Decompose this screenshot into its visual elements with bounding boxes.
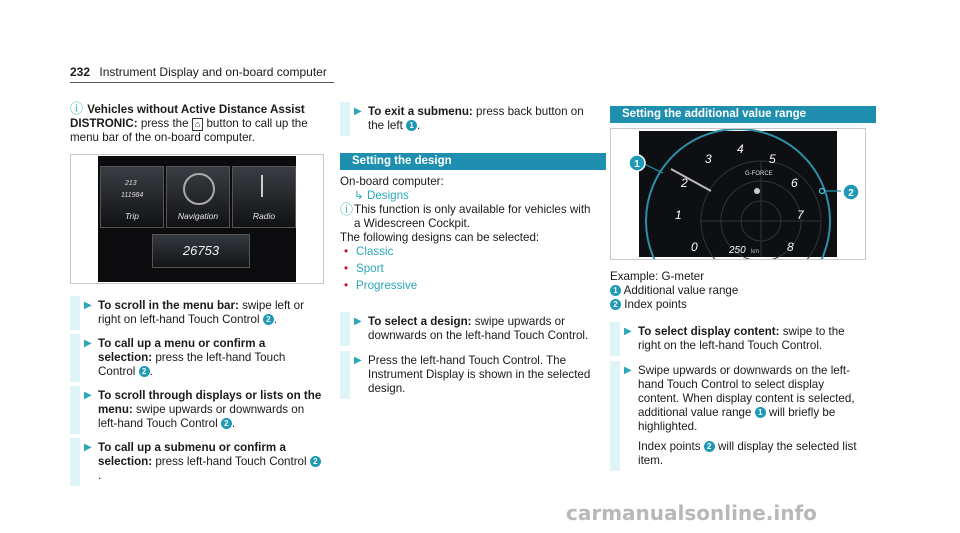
index-note-text: Index points: [638, 440, 701, 453]
note-text-2: button to call up the menu bar of the on-board computer.: [70, 117, 308, 144]
compass-icon: [183, 173, 215, 205]
step-end: .: [98, 469, 102, 482]
ref-marker: 1: [610, 285, 621, 296]
tile-label-navigation: Navigation: [177, 211, 219, 221]
ref-marker: 2: [310, 456, 321, 467]
step-end: .: [149, 365, 153, 378]
gauge-number: 1: [675, 208, 682, 222]
design-item: [340, 245, 594, 259]
step-bold: To select display content:: [638, 325, 780, 338]
step-bold: To exit a submenu:: [368, 105, 473, 118]
ref-marker: 1: [406, 120, 417, 131]
distronic-note: [70, 102, 322, 145]
speed-unit: km: [751, 249, 759, 255]
radio-icon: [261, 175, 263, 197]
watermark: carmanualsonline.info: [566, 501, 817, 525]
step-end: .: [273, 313, 278, 326]
gauge-number: 2: [681, 176, 688, 190]
legend-item: [610, 284, 864, 298]
gauge-number: 7: [797, 208, 804, 222]
ref-marker: 2: [704, 441, 715, 452]
g-meter-image: [610, 128, 866, 260]
design-item-label: Progressive: [356, 279, 418, 292]
design-item-label: Sport: [356, 262, 384, 275]
gauge-number: 4: [737, 142, 744, 156]
trip-value-1: 213: [125, 180, 137, 187]
page-header: [70, 65, 327, 79]
ref-marker: 2: [221, 418, 232, 429]
arrow-icon: ▶: [354, 316, 362, 327]
callout-number: 1: [634, 159, 640, 170]
bullet-icon: •: [344, 262, 349, 275]
step-scroll-menu-bar: [70, 296, 322, 330]
index-note: [638, 440, 864, 468]
arrow-icon: ▶: [84, 338, 92, 349]
radio-tile: [232, 166, 296, 228]
ref-marker: 2: [610, 299, 621, 310]
info-icon: ⓘ: [340, 202, 354, 217]
menu-bar-image: [70, 154, 324, 284]
step-scroll-displays: [70, 386, 322, 434]
section-title-value-range: Setting the additional value range: [610, 106, 876, 123]
gauge-number: 8: [787, 240, 794, 254]
step-press-touch-control: [340, 351, 594, 399]
g-meter-svg: [611, 129, 865, 259]
arrow-icon: ▶: [84, 390, 92, 401]
gauge-number: 6: [791, 176, 798, 190]
step-end: .: [231, 417, 236, 430]
step-swipe-select: [610, 361, 864, 471]
legend-text: Additional value range: [623, 284, 739, 297]
step-call-menu: [70, 334, 322, 382]
legend-item: [610, 298, 864, 312]
step-exit-submenu: [340, 102, 594, 136]
info-note: [340, 203, 594, 231]
g-force-dot: [754, 188, 760, 194]
index-note-text: will display the selected list item.: [638, 440, 857, 467]
trip-value-2: 111984: [121, 192, 144, 199]
step-text: Swipe upwards or downwards on the left-hand Touch Control to select display content. When display content is selected, additional value range: [638, 364, 855, 419]
ref-marker: 2: [263, 314, 274, 325]
callout-number: 2: [848, 188, 854, 199]
step-call-submenu: [70, 438, 322, 486]
step-bold: To scroll in the menu bar:: [98, 299, 239, 312]
design-item: [340, 279, 594, 293]
odometer: 26753: [152, 234, 250, 268]
step-end: .: [417, 119, 421, 132]
step-bold: To call up a submenu or confirm a selection:: [98, 441, 286, 468]
arrow-icon: ▶: [354, 355, 362, 366]
gauge-number: 3: [705, 152, 712, 166]
step-bold: To select a design:: [368, 315, 472, 328]
step-select-display-content: [610, 322, 864, 356]
step-end: will briefly be highlighted.: [638, 406, 836, 433]
speed-readout: 250: [729, 245, 746, 256]
design-item: [340, 262, 594, 276]
step-bold: To scroll through displays or lists on the menu:: [98, 389, 322, 416]
step-bold: To call up a menu or confirm a selection:: [98, 337, 266, 364]
g-meter-legend: [610, 270, 864, 312]
step-text: press back button on the left: [368, 105, 584, 132]
info-icon: ⓘ: [70, 101, 84, 116]
page-number: 232: [70, 65, 91, 79]
trip-tile: [100, 166, 164, 228]
tile-label-trip: Trip: [124, 211, 139, 221]
ref-marker: 1: [755, 407, 766, 418]
design-item-label: Classic: [356, 245, 394, 258]
step-text: swipe left or right on left-hand Touch Control: [98, 299, 304, 326]
col2-exit: [340, 102, 594, 136]
g-force-label: G-FORCE: [745, 171, 773, 177]
ref-marker: 2: [139, 366, 150, 377]
figure-caption: Example: G-meter: [610, 270, 705, 283]
header-title: Instrument Display and on-board computer: [99, 65, 327, 79]
design-content: [340, 175, 594, 293]
note-title: Vehicles without Active Distance Assist DISTRONIC:: [70, 103, 305, 130]
list-intro: The following designs can be selected:: [340, 231, 540, 244]
header-rule: [70, 82, 334, 83]
tile-label-radio: Radio: [252, 211, 276, 221]
path-label: On-board computer:: [340, 175, 444, 188]
step-text: press the left-hand Touch Control: [98, 351, 286, 378]
step-text: Press the left-hand Touch Control. The Instrument Display is shown in the selected design.: [368, 354, 591, 395]
arrow-icon: ▶: [354, 106, 362, 117]
navigation-tile: [166, 166, 230, 228]
path-arrow-icon: ↳: [354, 189, 364, 202]
step-text: swipe upwards or downwards on the left-hand Touch Control.: [368, 315, 589, 342]
arrow-icon: ▶: [84, 300, 92, 311]
path-item-row: [340, 189, 594, 203]
step-text: swipe upwards or downwards on left-hand Touch Control: [98, 403, 305, 430]
arrow-icon: ▶: [84, 442, 92, 453]
arrow-icon: ▶: [624, 365, 632, 376]
col1-steps: [70, 296, 322, 486]
gauge-number: 0: [691, 240, 698, 254]
display-screen: [98, 156, 296, 282]
home-icon: ⌂: [192, 118, 203, 131]
path-item-designs: Designs: [366, 189, 409, 202]
info-text: This function is only available for vehicles with a Widescreen Cockpit.: [354, 203, 591, 230]
arrow-icon: ▶: [624, 326, 632, 337]
col3-steps: [610, 322, 864, 471]
note-text-1: press the: [140, 117, 189, 130]
legend-text: Index points: [624, 298, 687, 311]
step-text: press left-hand Touch Control: [152, 455, 307, 468]
step-select-design: [340, 312, 594, 346]
bullet-icon: •: [344, 279, 349, 292]
section-title-design: Setting the design: [340, 153, 606, 170]
bullet-icon: •: [344, 245, 349, 258]
col2-steps: [340, 312, 594, 399]
step-text: swipe to the right on the left-hand Touch Control.: [638, 325, 845, 352]
gauge-number: 5: [769, 152, 776, 166]
